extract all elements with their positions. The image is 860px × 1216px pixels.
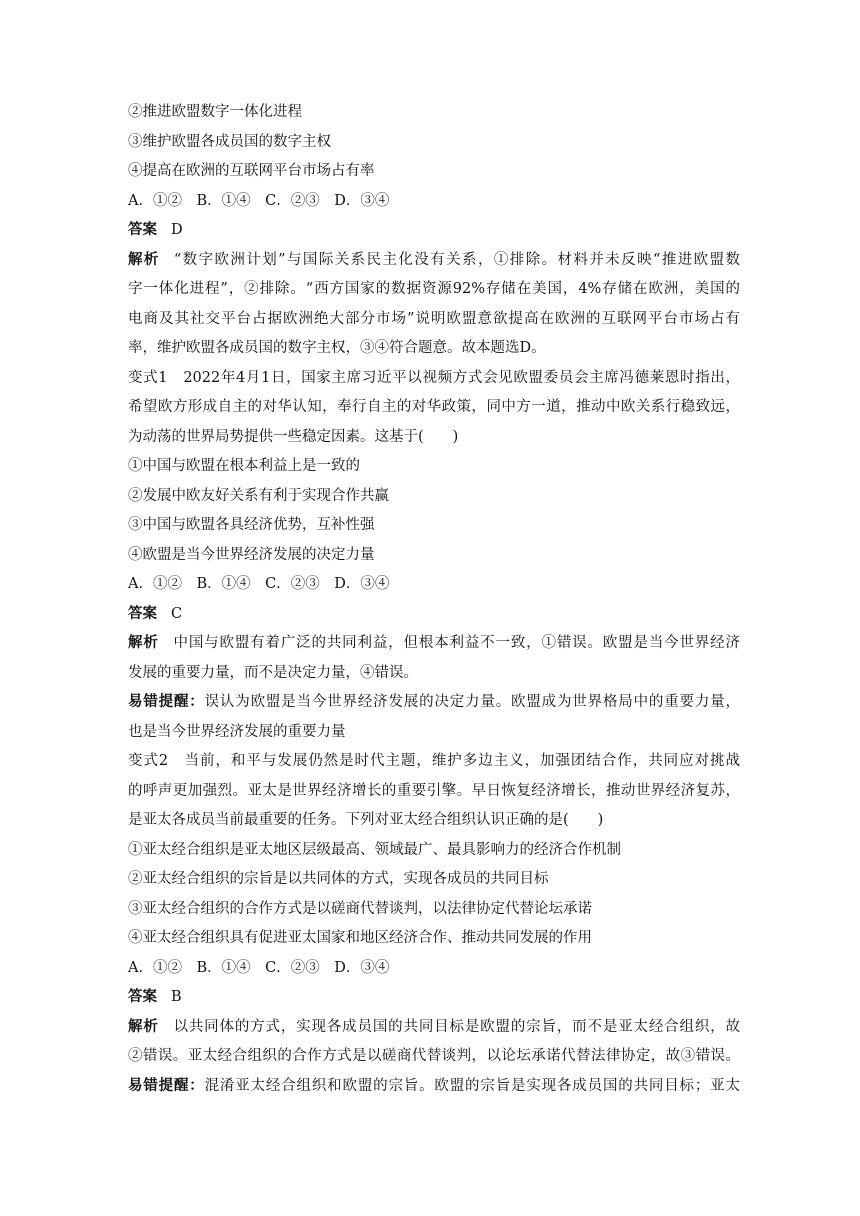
- tip-text: 混淆亚太经合组织和欧盟的宗旨。欧盟的宗旨是实现各成员国的共同目标；亚太: [204, 1077, 740, 1094]
- tip-label: 易错提醒：: [128, 1077, 205, 1094]
- q2-choices: A．①② B．①④ C．②③ D．③④: [128, 576, 390, 592]
- q3-analysis-line-1: [128, 1013, 740, 1043]
- answer-value: B: [171, 989, 182, 1005]
- answer-label: 答案: [128, 222, 157, 238]
- q2-option-2: ②发展中欧友好关系有利于实现合作共赢: [128, 487, 389, 504]
- q3-stem-line-1: 变式2 当前，和平与发展仍然是时代主题，维护多边主义，加强团结合作，共同应对挑战: [128, 753, 740, 769]
- answer-label: 答案: [128, 605, 157, 622]
- analysis-label: 解析: [128, 1018, 159, 1035]
- q2-stem-line-3: 为动荡的世界局势提供一些稳定因素。这基于( ): [128, 428, 459, 445]
- q1-answer: [128, 216, 740, 246]
- q3-tip-line-1: [128, 1072, 740, 1102]
- q2-analysis-line-1: [128, 629, 740, 659]
- tip-label: 易错提醒：: [128, 694, 205, 710]
- q2-stem-line-1: 变式1 2022年4月1日，国家主席习近平以视频方式会见欧盟委员会主席冯德莱恩时指出，: [128, 369, 740, 386]
- q2-analysis-line-2: 发展的重要力量，而不是决定力量，④错误。: [128, 664, 418, 681]
- q3-option-2: ②亚太经合组织的宗旨是以共同体的方式，实现各成员的共同目标: [128, 871, 549, 887]
- q1-analysis-line-2: 字一体化进程”，②排除。“西方国家的数据资源92%存储在美国，4%存储在欧洲，美国的: [128, 281, 740, 297]
- q1-option-4: ④提高在欧洲的互联网平台市场占有率: [128, 163, 375, 179]
- q2-stem-line-2: 希望欧方形成自主的对华认知，奉行自主的对华政策，同中方一道，推动中欧关系行稳致远，: [128, 399, 740, 415]
- q1-option-3: ③维护欧盟各成员国的数字主权: [128, 133, 331, 150]
- analysis-text: 以共同体的方式，实现各成员国的共同目标是欧盟的宗旨，而不是亚太经合组织，故: [172, 1018, 740, 1035]
- q1-analysis-line-4: 率，维护欧盟各成员国的数字主权，③④符合题意。故本题选D。: [128, 340, 546, 356]
- analysis-text: 中国与欧盟有着广泛的共同利益，但根本利益不一致，①错误。欧盟是当今世界经济: [172, 635, 740, 651]
- answer-label: 答案: [128, 989, 157, 1005]
- answer-value: D: [171, 222, 183, 238]
- q2-option-3: ③中国与欧盟各具经济优势，互补性强: [128, 517, 375, 533]
- q3-option-4: ④亚太经合组织具有促进亚太国家和地区经济合作、推动共同发展的作用: [128, 930, 592, 946]
- q1-analysis-line-3: 电商及其社交平台占据欧洲绝大部分市场”说明欧盟意欲提高在欧洲的互联网平台市场占有: [128, 310, 740, 327]
- tip-text: 误认为欧盟是当今世界经济发展的决定力量。欧盟成为世界格局中的重要力量，: [204, 694, 740, 710]
- analysis-label: 解析: [128, 251, 160, 268]
- q2-tip-line-2: 也是当今世界经济发展的重要力量: [128, 723, 346, 740]
- q3-option-3: ③亚太经合组织的合作方式是以磋商代替谈判，以法律协定代替论坛承诺: [128, 900, 592, 917]
- answer-value: C: [171, 605, 183, 622]
- analysis-text: “数字欧洲计划”与国际关系民主化没有关系，①排除。材料并未反映“推进欧盟数: [173, 251, 740, 268]
- document-page: [128, 98, 740, 1101]
- analysis-label: 解析: [128, 635, 159, 651]
- q2-option-4: ④欧盟是当今世界经济发展的决定力量: [128, 546, 375, 563]
- q1-choices: A．①② B．①④ C．②③ D．③④: [128, 192, 390, 209]
- q2-tip-line-1: [128, 688, 740, 718]
- q3-choices: A．①② B．①④ C．②③ D．③④: [128, 959, 390, 976]
- q3-stem-line-2: 的呼声更加强烈。亚太是世界经济增长的重要引擎。早日恢复经济增长，推动世界经济复苏，: [128, 782, 740, 799]
- q2-answer: [128, 600, 740, 630]
- q2-option-1: ①中国与欧盟在根本利益上是一致的: [128, 458, 360, 474]
- q1-option-2: ②推进欧盟数字一体化进程: [128, 104, 302, 120]
- q3-option-1: ①亚太经合组织是亚太地区层级最高、领域最广、最具影响力的经济合作机制: [128, 841, 621, 858]
- q1-analysis-line-1: [128, 246, 740, 276]
- q3-answer: [128, 983, 740, 1013]
- q3-analysis-line-2: ②错误。亚太经合组织的合作方式是以磋商代替谈判，以论坛承诺代替法律协定，故③错误。: [128, 1048, 740, 1064]
- q3-stem-line-3: 是亚太各成员当前最重要的任务。下列对亚太经合组织认识正确的是( ): [128, 812, 604, 828]
